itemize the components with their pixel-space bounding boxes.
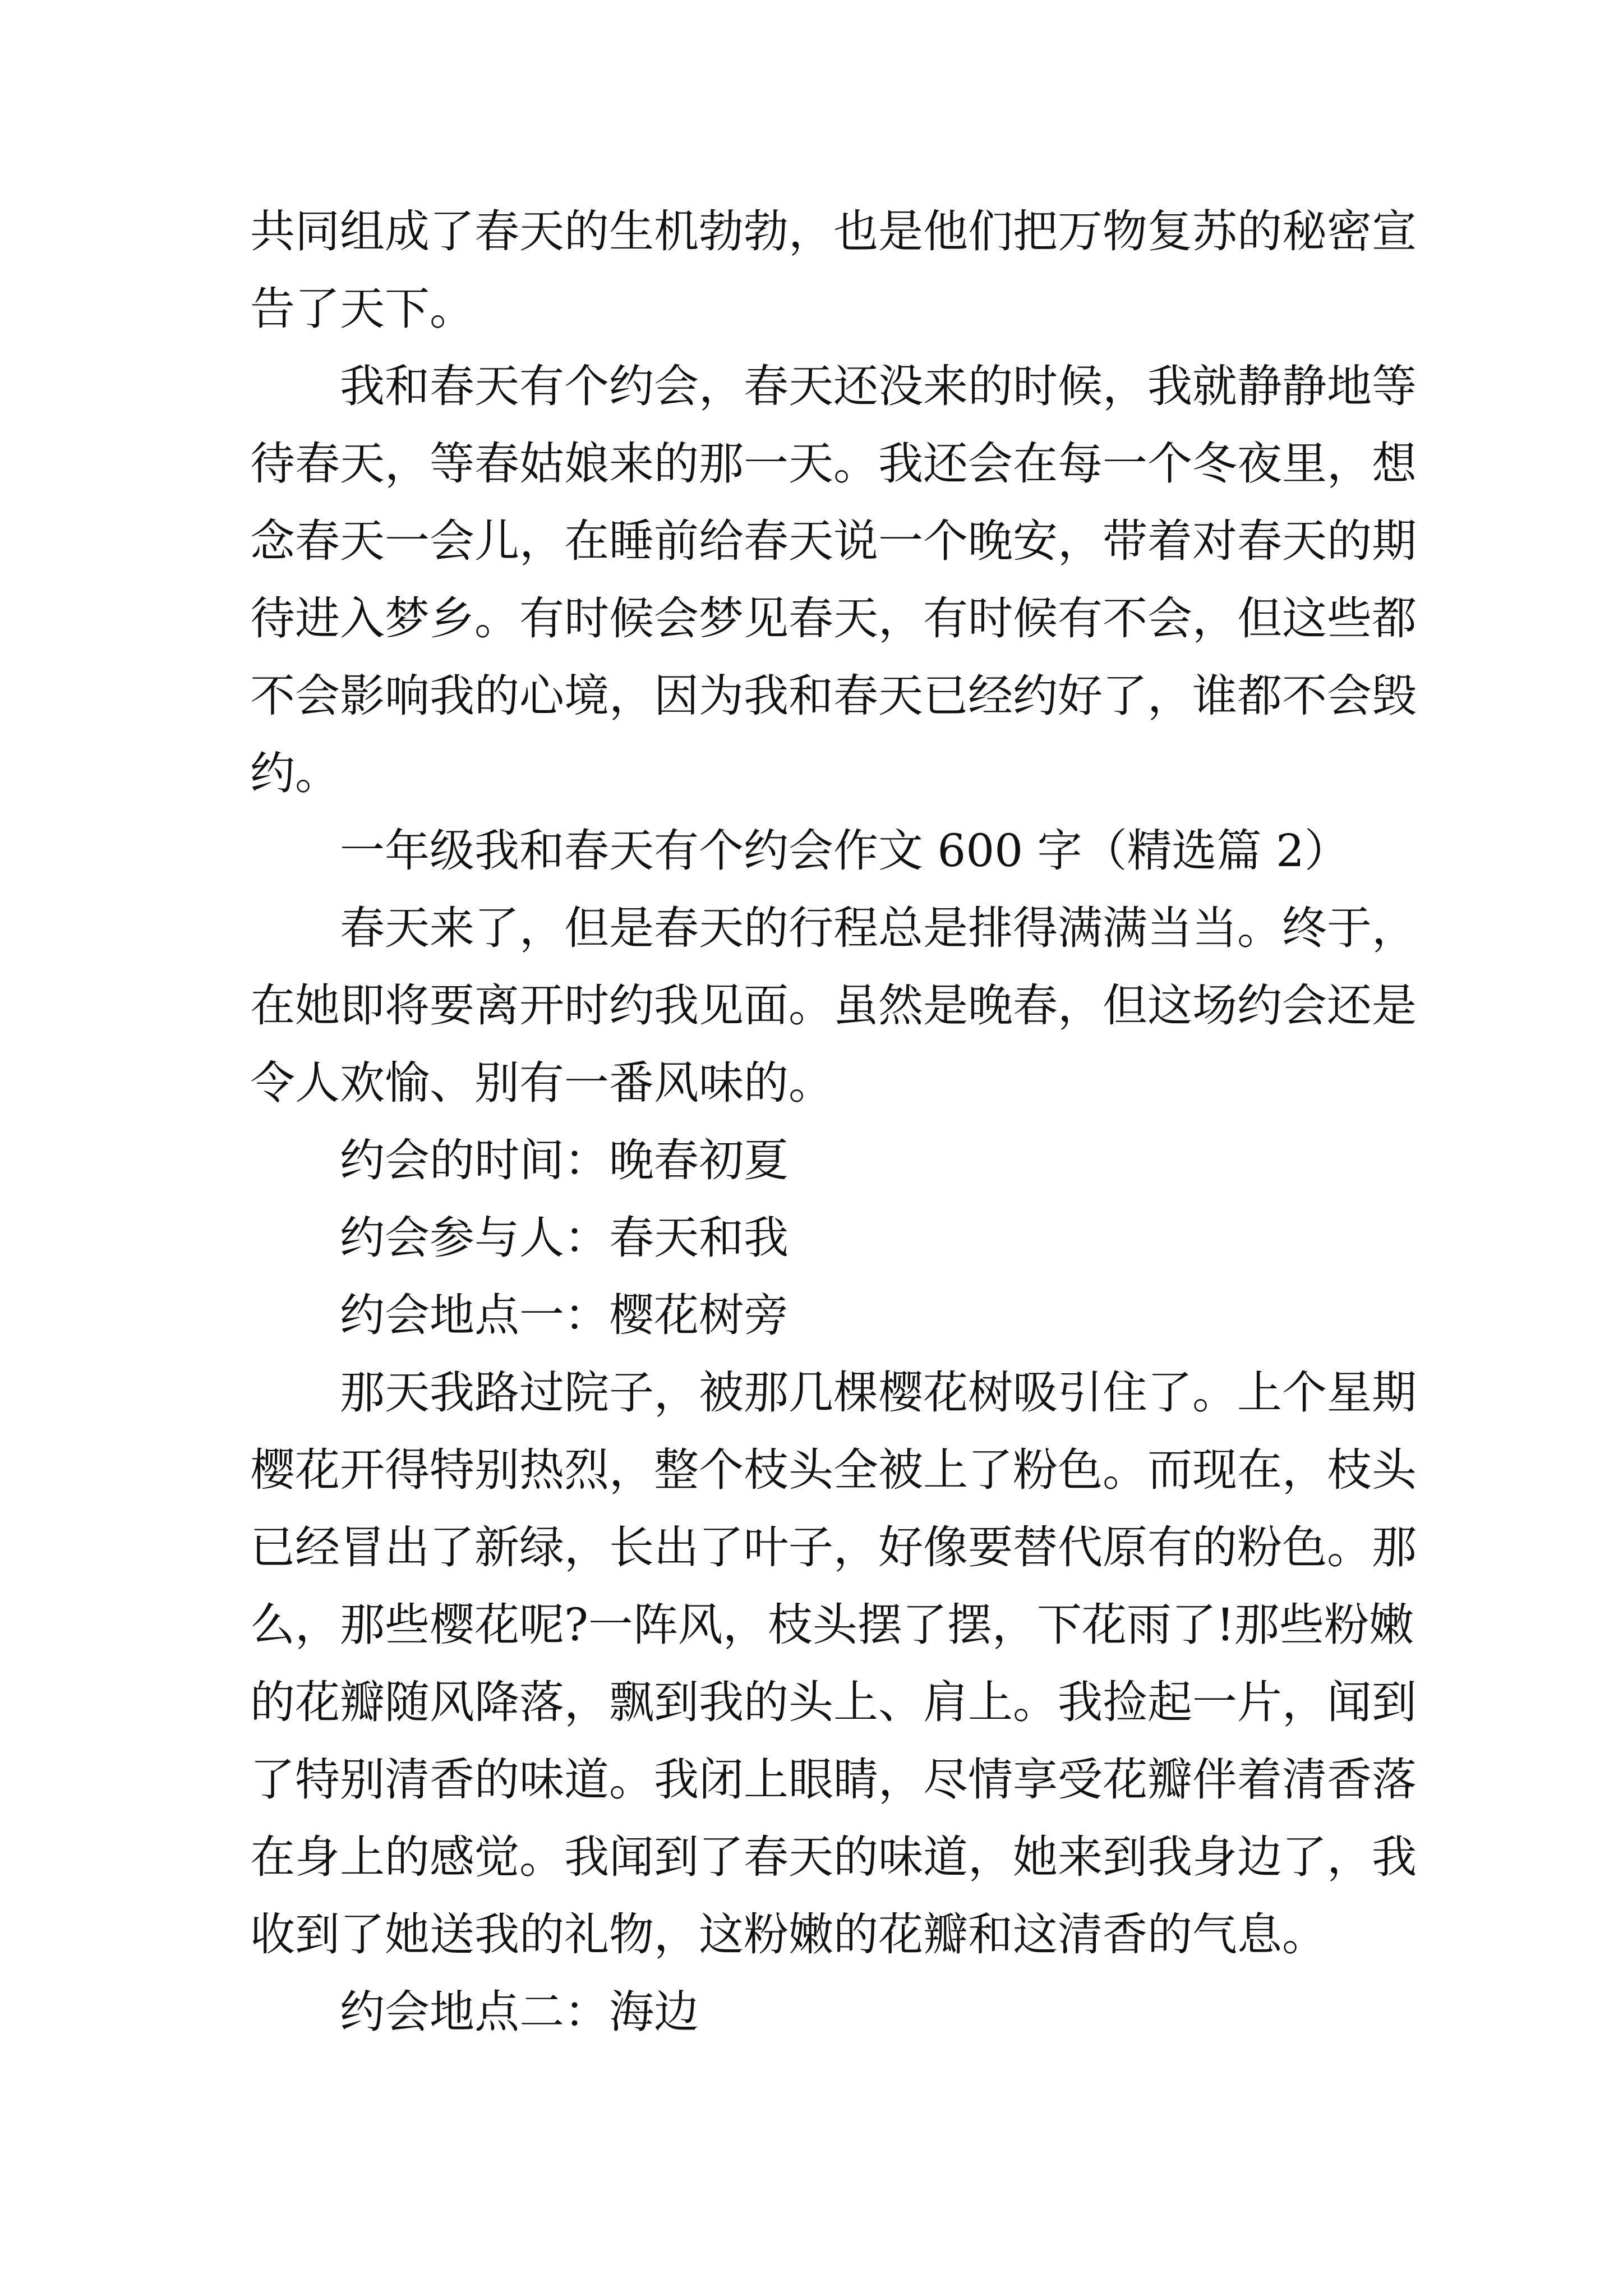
text-line: 收到了她送我的礼物，这粉嫩的花瓣和这清香的气息。: [250, 1908, 1327, 1961]
text-line: 待春天，等春姑娘来的那一天。我还会在每一个冬夜里，想: [250, 438, 1417, 490]
text-line: 令人欢愉、别有一番风味的。: [250, 1057, 833, 1109]
text-line: 共同组成了春天的生机勃勃，也是他们把万物复苏的秘密宣: [250, 205, 1417, 257]
text-line: 约会参与人：春天和我: [340, 1212, 789, 1264]
text-line: 在她即将要离开时约我见面。虽然是晚春，但这场约会还是: [250, 979, 1417, 1032]
text-line: 待进入梦乡。有时候会梦见春天，有时候有不会，但这些都: [250, 592, 1417, 645]
text-line: 了特别清香的味道。我闭上眼睛，尽情享受花瓣伴着清香落: [250, 1754, 1417, 1806]
text-line: 约会的时间：晚春初夏: [340, 1134, 789, 1186]
text-line: 的花瓣随风降落，飘到我的头上、肩上。我捡起一片，闻到: [250, 1676, 1417, 1728]
text-line: 么，那些樱花呢?一阵风，枝头摆了摆，下花雨了!那些粉嫩: [250, 1599, 1414, 1651]
text-line: 春天来了，但是春天的行程总是排得满满当当。终于，: [340, 902, 1417, 954]
text-line: 不会影响我的心境，因为我和春天已经约好了，谁都不会毁: [250, 670, 1417, 722]
text-line: 念春天一会儿，在睡前给春天说一个晚安，带着对春天的期: [250, 515, 1417, 567]
text-line: 约。: [250, 747, 340, 799]
section-heading: 一年级我和春天有个约会作文 600 字（精选篇 2）: [340, 825, 1349, 877]
text-line: 樱花开得特别热烈，整个枝头全被上了粉色。而现在，枝头: [250, 1444, 1417, 1496]
text-line: 约会地点二：海边: [340, 1986, 699, 2038]
text-line: 在身上的感觉。我闻到了春天的味道，她来到我身边了，我: [250, 1831, 1417, 1883]
text-line: 告了天下。: [250, 283, 474, 335]
text-line: 我和春天有个约会，春天还没来的时候，我就静静地等: [340, 360, 1417, 412]
text-line: 约会地点一：樱花树旁: [340, 1289, 789, 1341]
text-line: 那天我路过院子，被那几棵樱花树吸引住了。上个星期: [340, 1366, 1417, 1419]
text-line: 已经冒出了新绿，长出了叶子，好像要替代原有的粉色。那: [250, 1521, 1417, 1573]
